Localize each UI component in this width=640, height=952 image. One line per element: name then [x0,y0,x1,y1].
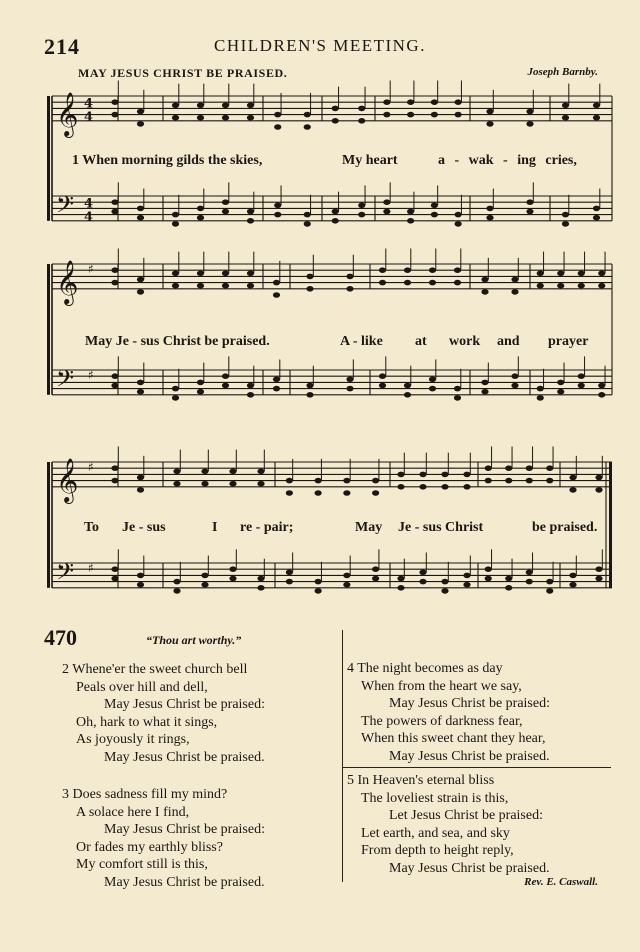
note-head [486,215,493,221]
note-head [431,99,438,105]
note-head [197,380,204,386]
note-head [315,478,322,484]
note-head [511,383,518,389]
running-head: CHILDREN'S MEETING. [214,36,426,55]
note-head [397,484,404,490]
bass-clef: 𝄢 [56,364,75,398]
note-head [137,582,144,588]
note-head [172,395,179,401]
note-head [441,484,448,490]
note-head [485,478,492,484]
note-head [274,112,281,118]
note-head [257,576,264,582]
note-head [201,582,208,588]
note-head [229,576,236,582]
note-head [407,218,414,224]
note-head [137,380,144,386]
note-head [526,465,533,471]
note-head [247,392,254,398]
note-head [286,478,293,484]
note-head [557,283,564,289]
note-head [598,271,605,277]
time-signature-denominator: 4 [84,209,94,225]
note-head [397,472,404,478]
note-head [578,373,585,379]
note-head [343,490,350,496]
note-head [137,109,144,115]
note-head [454,280,461,286]
note-head [383,112,390,118]
system-bracket [47,264,50,395]
note-head [306,274,313,280]
note-head [455,221,462,227]
note-head [257,481,264,487]
hymn-number: 470 [44,625,77,650]
note-head [481,389,488,395]
lyric: work [449,334,481,349]
note-head [569,573,576,579]
scripture-reference: “Thou art worthy.” [146,633,242,647]
note-head [383,199,390,205]
lyric: I [212,520,218,535]
note-head [463,582,470,588]
note-head [593,115,600,121]
note-head [397,576,404,582]
note-head [429,377,436,383]
note-head [505,585,512,591]
note-head [562,212,569,218]
note-head [578,283,585,289]
note-head [546,588,553,594]
note-head [593,215,600,221]
sharp-key-signature: ♯ [88,460,94,475]
note-head [441,579,448,585]
note-head [343,582,350,588]
lyric: be praised. [532,520,598,535]
bass-clef: 𝄢 [56,190,75,224]
note-head [407,112,414,118]
note-head [383,209,390,215]
note-head [481,380,488,386]
note-head [595,576,602,582]
note-head [197,103,204,109]
note-head [306,286,313,292]
note-head [247,383,254,389]
note-head [346,274,353,280]
lyric: and [497,334,520,349]
lyric: A - like [340,334,383,349]
note-head [111,280,118,286]
sharp-key-signature: ♯ [88,368,94,383]
note-head [562,221,569,227]
note-head [332,118,339,124]
note-head [247,283,254,289]
stanza-2: 2 Whene'er the sweet church bell Peals over hill and dell, May Jesus Christ be praised: Oh, hark to what it sings, As joyously it rings, May Jesus Christ be praised. [62,662,265,765]
note-head [511,277,518,283]
note-head [222,209,229,215]
column-divider [342,630,343,882]
note-head [286,490,293,496]
note-head [569,475,576,481]
note-head [537,271,544,277]
note-head [173,469,180,475]
note-head [526,570,533,576]
note-head [419,579,426,585]
note-head [222,271,229,277]
note-head [455,99,462,105]
note-head [431,203,438,209]
note-head [463,573,470,579]
lyric: 1 When morning gilds the skies, [72,153,263,168]
note-head [454,267,461,273]
note-head [505,465,512,471]
treble-clef: 𝄞 [56,457,79,502]
note-head [274,203,281,209]
note-head [332,209,339,215]
lyric: My heart [342,153,398,168]
note-head [201,573,208,579]
note-head [137,121,144,127]
composer-credit: Joseph Barnby. [527,66,598,78]
note-head [315,579,322,585]
note-head [429,386,436,392]
note-head [274,124,281,130]
note-head [197,389,204,395]
note-head [201,481,208,487]
note-head [537,283,544,289]
lyric: Je - sus Christ [398,520,484,535]
note-head [595,475,602,481]
note-head [595,487,602,493]
note-head [197,206,204,212]
note-head [111,99,118,105]
note-head [273,386,280,392]
note-head [485,576,492,582]
note-head [172,212,179,218]
note-head [455,212,462,218]
note-head [173,579,180,585]
note-head [383,99,390,105]
lyric: prayer [548,334,589,349]
note-head [111,383,118,389]
note-head [111,199,118,205]
note-head [315,490,322,496]
note-head [273,292,280,298]
note-head [486,121,493,127]
note-head [358,203,365,209]
note-head [569,487,576,493]
note-head [222,283,229,289]
note-head [486,109,493,115]
stanza-divider [343,767,611,768]
note-head [173,588,180,594]
note-head [429,280,436,286]
note-head [332,218,339,224]
lyric: May [355,520,383,535]
note-head [247,103,254,109]
note-head [379,280,386,286]
note-head [306,392,313,398]
note-head [315,588,322,594]
note-head [257,469,264,475]
note-head [286,579,293,585]
final-barline [609,462,612,588]
bass-clef: 𝄢 [56,557,75,591]
note-head [273,280,280,286]
note-head [346,386,353,392]
note-head [598,392,605,398]
note-head [111,478,118,484]
note-head [222,373,229,379]
note-head [111,112,118,118]
note-head [137,475,144,481]
note-head [332,106,339,112]
note-head [526,199,533,205]
note-head [257,585,264,591]
lyric: Je - sus [122,520,166,535]
stanza-3: 3 Does sadness fill my mind? A solace here I find, May Jesus Christ be praised: Or fades my earthly bliss? My comfort still is this, May Jesus Christ be praised. [62,787,265,890]
system-bracket [47,96,50,221]
note-head [454,395,461,401]
note-head [537,386,544,392]
note-head [455,112,462,118]
lyric: re - pair; [240,520,294,535]
sharp-key-signature: ♯ [88,561,94,576]
note-head [526,478,533,484]
note-head [485,465,492,471]
note-head [593,206,600,212]
note-head [111,465,118,471]
note-head [511,289,518,295]
note-head [419,484,426,490]
note-head [222,383,229,389]
note-head [562,103,569,109]
note-head [304,212,311,218]
note-head [172,271,179,277]
note-head [562,115,569,121]
note-head [431,212,438,218]
note-head [137,206,144,212]
note-head [404,383,411,389]
stanza-5: 5 In Heaven's eternal bliss The loveliest strain is this, Let Jesus Christ be praised: Let earth, and sea, and sky From depth to height reply, May Jesus Christ be praised. [347,773,550,876]
note-head [346,286,353,292]
time-signature-denominator: 4 [84,109,94,125]
note-head [407,209,414,215]
note-head [274,212,281,218]
note-head [173,481,180,487]
note-head [526,579,533,585]
note-head [172,283,179,289]
note-head [222,103,229,109]
note-head [463,484,470,490]
note-head [595,566,602,572]
lyric: May Je - sus Christ be praised. [85,334,270,349]
note-head [286,570,293,576]
note-head [111,373,118,379]
note-head [557,380,564,386]
note-head [372,576,379,582]
note-head [557,389,564,395]
note-head [485,566,492,572]
note-head [598,383,605,389]
note-head [304,221,311,227]
note-head [505,478,512,484]
note-head [372,490,379,496]
note-head [247,271,254,277]
note-head [229,566,236,572]
note-head [569,582,576,588]
note-head [111,209,118,215]
note-head [431,112,438,118]
note-head [557,271,564,277]
note-head [358,212,365,218]
note-head [511,373,518,379]
note-head [526,109,533,115]
note-head [404,267,411,273]
note-head [111,267,118,273]
note-head [454,386,461,392]
note-head [481,277,488,283]
note-head [481,289,488,295]
note-head [229,469,236,475]
note-head [137,277,144,283]
note-head [546,478,553,484]
note-head [222,115,229,121]
hymn-title: MAY JESUS CHRIST BE PRAISED. [78,66,288,80]
note-head [201,469,208,475]
note-head [429,267,436,273]
system-bracket [47,462,50,588]
note-head [598,283,605,289]
time-signature-numerator: 4 [84,196,94,212]
note-head [358,118,365,124]
note-head [172,115,179,121]
note-head [197,271,204,277]
lyric: a - wak - ing cries, [438,153,577,168]
note-head [137,215,144,221]
note-head [358,106,365,112]
note-head [343,478,350,484]
note-head [537,395,544,401]
lyric: at [415,334,427,349]
note-head [197,115,204,121]
note-head [404,280,411,286]
note-head [306,383,313,389]
note-head [379,267,386,273]
note-head [463,472,470,478]
note-head [419,472,426,478]
note-head [526,209,533,215]
note-head [137,389,144,395]
note-head [546,465,553,471]
note-head [486,206,493,212]
note-head [247,209,254,215]
note-head [593,103,600,109]
treble-clef: 𝄞 [56,91,79,136]
treble-clef: 𝄞 [56,259,79,304]
note-head [222,199,229,205]
note-head [197,215,204,221]
note-head [111,566,118,572]
note-head [441,472,448,478]
note-head [247,115,254,121]
note-head [172,103,179,109]
note-head [546,579,553,585]
note-head [372,566,379,572]
note-head [578,383,585,389]
note-head [343,573,350,579]
note-head [379,383,386,389]
note-head [526,121,533,127]
note-head [304,112,311,118]
note-head [247,218,254,224]
note-head [372,478,379,484]
note-head [172,386,179,392]
note-head [304,124,311,130]
note-head [137,487,144,493]
note-head [229,481,236,487]
note-head [137,289,144,295]
note-head [111,576,118,582]
lyric: To [84,520,100,535]
note-head [137,573,144,579]
note-head [578,271,585,277]
note-head [419,570,426,576]
stanza-4: 4 The night becomes as day When from the heart we say, May Jesus Christ be praised: The powers of darkness fear, When this sweet chant they hear, May Jesus Christ be praised. [347,661,550,764]
note-head [404,392,411,398]
note-head [505,576,512,582]
author-credit: Rev. E. Caswall. [524,876,598,888]
note-head [172,221,179,227]
time-signature-numerator: 4 [84,96,94,112]
note-head [407,99,414,105]
note-head [397,585,404,591]
note-head [441,588,448,594]
note-head [379,373,386,379]
note-head [197,283,204,289]
sharp-key-signature: ♯ [88,262,94,277]
page-number: 214 [44,34,80,59]
note-head [273,377,280,383]
note-head [346,377,353,383]
